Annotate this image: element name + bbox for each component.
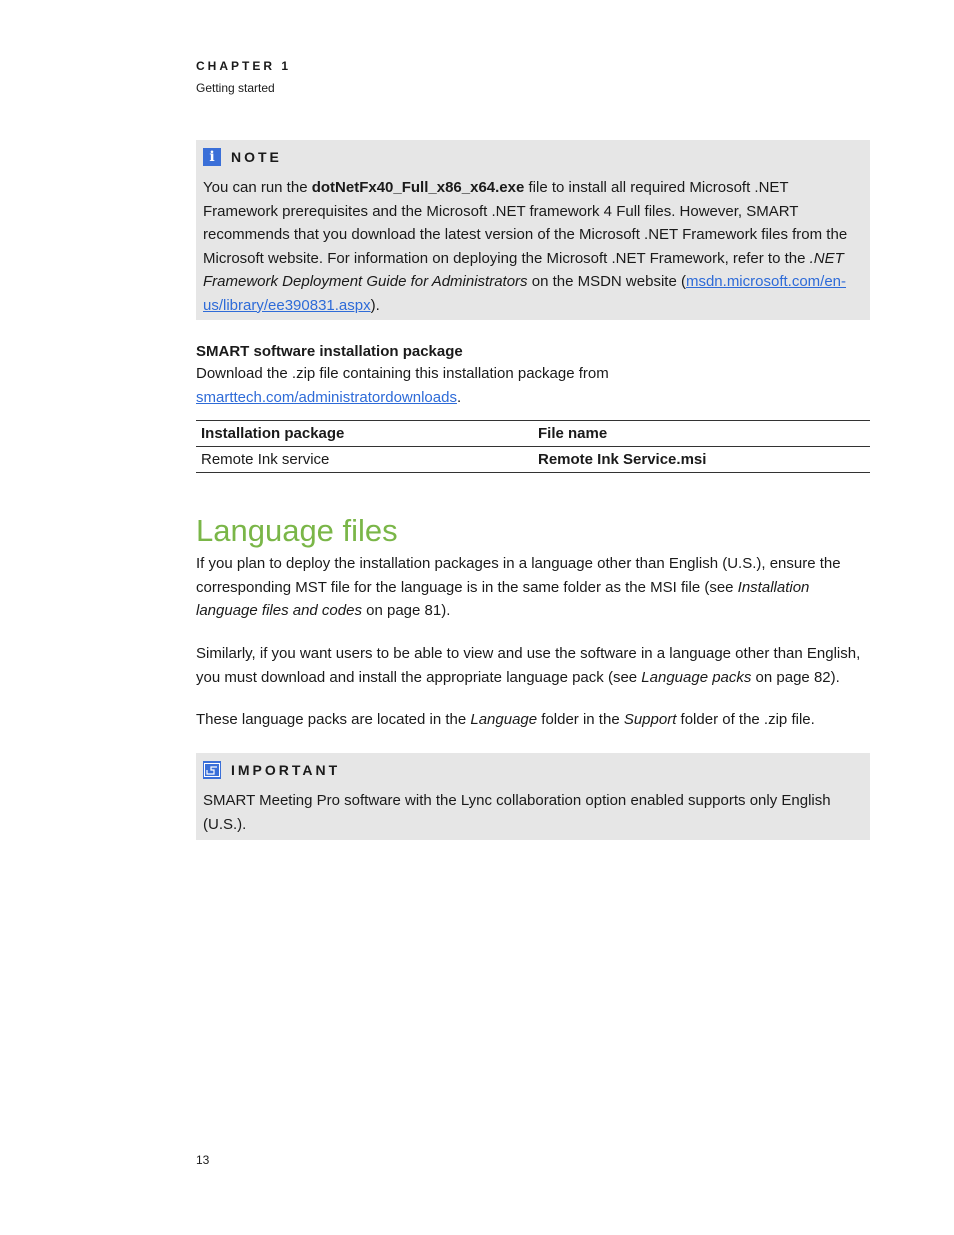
package-section-heading: SMART software installation package: [196, 343, 463, 360]
note-header: [203, 148, 858, 166]
language-paragraph-1: [196, 552, 870, 623]
note-text-part: on the MSDN website (: [527, 273, 686, 290]
important-label: IMPORTANT: [231, 762, 341, 778]
important-text: SMART Meeting Pro software with the Lync collaboration option enabled supports only English (U.S.).: [203, 792, 831, 833]
note-text-part: You can run the: [203, 179, 312, 196]
language-text: Similarly, if you want users to be able to view and use the software in a language other than English, you must download and install the appropriate language pack (see: [196, 645, 861, 686]
downloads-link[interactable]: smarttech.com/administratordownloads: [196, 388, 457, 406]
table-row: [196, 447, 870, 473]
pointing-hand-icon: [203, 761, 221, 779]
language-text: folder of the .zip file.: [676, 711, 815, 728]
table-header-row: [196, 421, 870, 447]
table-header-filename: File name: [538, 425, 608, 442]
support-folder: Support: [623, 711, 677, 728]
package-text-end: .: [456, 388, 462, 406]
note-text: [203, 176, 858, 317]
chapter-label: CHAPTER 1: [196, 59, 292, 73]
package-section-text: [196, 362, 870, 409]
language-text: folder in the: [537, 711, 624, 728]
note-callout: [196, 140, 870, 320]
important-callout: [196, 753, 870, 840]
language-files-heading: Language files: [196, 513, 398, 548]
language-xref: Installation language files and codes: [196, 578, 810, 619]
important-header: [203, 761, 858, 779]
msdn-link[interactable]: msdn.microsoft.com/en-us/library/ee390831.aspx: [203, 273, 847, 314]
package-text: Download the .zip file containing this installation package from: [196, 365, 609, 382]
language-paragraph-3: [196, 708, 870, 732]
language-paragraph-2: [196, 642, 870, 689]
note-filename: dotNetFx40_Full_x86_x64.exe: [311, 179, 525, 196]
note-label: NOTE: [231, 149, 282, 165]
language-text: on page 82).: [751, 668, 840, 686]
language-folder: Language: [470, 711, 538, 728]
language-text: on page 81).: [361, 602, 451, 619]
note-guide-title: .NET Framework Deployment Guide for Administrators: [203, 249, 844, 290]
table-cell-package: Remote Ink service: [201, 451, 330, 468]
chapter-title: Getting started: [196, 81, 275, 95]
installation-table: [196, 420, 870, 473]
note-text-part: ).: [370, 296, 380, 314]
language-text: If you plan to deploy the installation packages in a language other than English (U.S.), ensure the corresponding MST file for the language is in the same folder as the MSI file (see: [196, 555, 841, 596]
info-icon: i: [203, 148, 221, 166]
table-cell-filename: Remote Ink Service.msi: [538, 451, 707, 468]
page-number: 13: [196, 1153, 210, 1167]
note-text-part: file to install all required Microsoft .NET Framework prerequisites and the Microsoft .NET framework 4 Full files. However, SMART recommends that you download the latest version of the Microsoft .NET Framework files from the Microsoft website. For information on deploying the Microsoft .NET Framework, refer to the: [203, 179, 848, 267]
table-header-package: Installation package: [201, 425, 345, 442]
language-xref: Language packs: [641, 668, 752, 686]
language-text: These language packs are located in the: [196, 711, 471, 728]
